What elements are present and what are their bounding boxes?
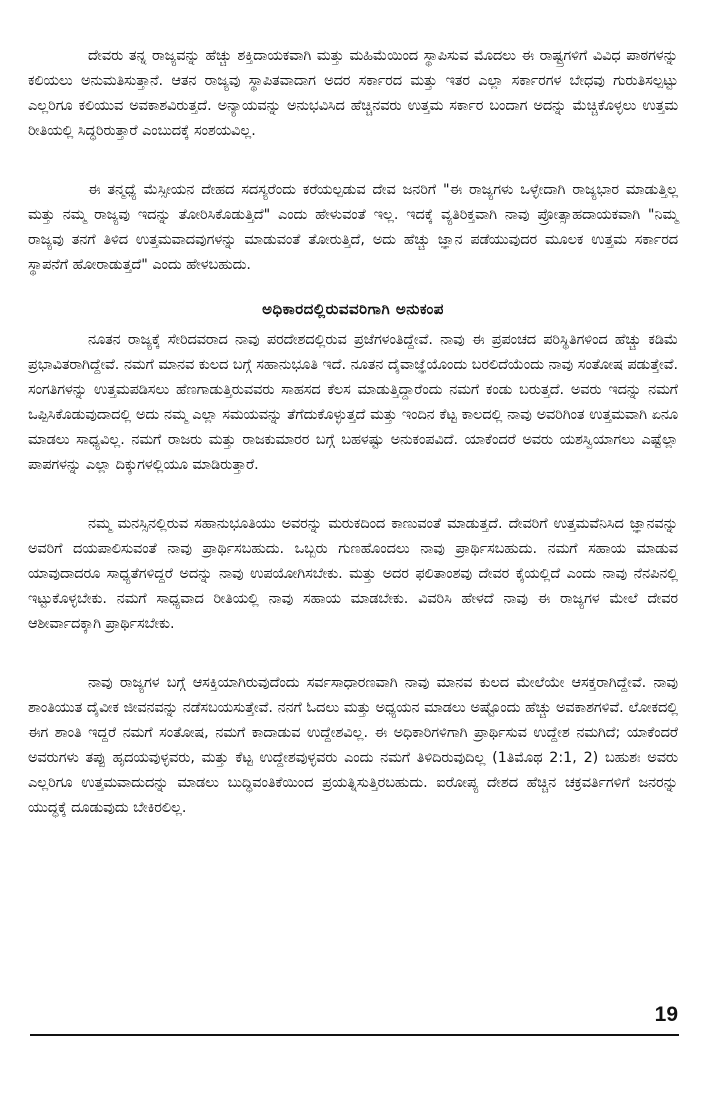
paragraph: ಈ ತನ್ಮಧ್ಯೆ ಮೆಸ್ಸೀಯನ ದೇಹದ ಸದಸ್ಯರೆಂದು ಕರೆಯಲ್ಪಡುವ ದೇವ ಜನರಿಗೆ "ಈ ರಾಜ್ಯಗಳು ಒಳ್ಳೇದಾಗಿ ರಾಜ್ಯಭಾರ ಮಾಡುತ್ತಿಲ್ಲ ಮತ್ತು ನಮ್ಮ ರಾಜ್ಯವು ಇದನ್ನು ತೋರಿಸಿಕೊಡುತ್ತಿದೆ" ಎಂದು ಹೇಳುವಂತೆ ಇಲ್ಲ. ಇದಕ್ಕೆ ವ್ಯತಿರಿಕ್ತವಾಗಿ ನಾವು ಪ್ರೋತ್ಸಾಹದಾಯಕವಾಗಿ "ನಿಮ್ಮ ರಾಜ್ಯವು ತನಗೆ ತಿಳಿದ ಉತ್ತಮವಾದವುಗಳನ್ನು ಮಾಡುವಂತೆ ತೋರುತ್ತಿದೆ, ಅದು ಹೆಚ್ಚು ಜ್ಞಾನ ಪಡೆಯುವುದರ ಮೂಲಕ ಉತ್ತಮ ಸರ್ಕಾರದ ಸ್ಥಾಪನೆಗೆ ಹೋರಾಡುತ್ತದೆ" ಎಂದು ಹೇಳಬಹುದು. (28, 182, 678, 273)
paragraph: ನಾವು ರಾಜ್ಯಗಳ ಬಗ್ಗೆ ಆಸಕ್ತಿಯಾಗಿರುವುದೆಂದು ಸರ್ವಸಾಧಾರಣವಾಗಿ ನಾವು ಮಾನವ ಕುಲದ ಮೇಲೆಯೇ ಆಸಕ್ತರಾಗಿದ್ದೇವೆ. ನಾವು ಶಾಂತಿಯುತ ದೈವೀಕ ಜೀವನವನ್ನು ನಡೆಸಬಯಸುತ್ತೇವೆ. ನನಗೆ ಓದಲು ಮತ್ತು ಅಧ್ಯಯನ ಮಾಡಲು ಅಷ್ಟೊಂದು ಹೆಚ್ಚು ಅವಕಾಶಗಳಿವೆ. ಲೋಕದಲ್ಲಿ ಈಗ ಶಾಂತಿ ಇದ್ದರೆ ನಮಗೆ ಸಂತೋಷ, ನಮಗೆ ಕಾದಾಡುವ ಉದ್ದೇಶವಿಲ್ಲ. ಈ ಅಧಿಕಾರಿಗಳಿಗಾಗಿ ಪ್ರಾರ್ಥಿಸುವ ಉದ್ದೇಶ ನಮಗಿದೆ; ಯಾಕೆಂದರೆ ಅವರುಗಳು ತಪ್ಪು ಹೃದಯವುಳ್ಳವರು, ಮತ್ತು ಕೆಟ್ಟ ಉದ್ದೇಶವುಳ್ಳವರು ಎಂದು ನಮಗೆ ತಿಳಿದಿರುವುದಿಲ್ಲ (1ತಿಮೊಥ 2:1, 2) ಬಹುಶಃ ಅವರು ಎಲ್ಲರಿಗೂ ಉತ್ತಮವಾದುದನ್ನು ಮಾಡಲು ಬುದ್ಧಿವಂತಿಕೆಯಿಂದ ಪ್ರಯತ್ನಿಸುತ್ತಿರಬಹುದು. ಐರೋಪ್ಯ ದೇಶದ ಹೆಚ್ಚಿನ ಚಕ್ರವರ್ತಿಗಳಿಗೆ ಜನರನ್ನು ಯುದ್ಧಕ್ಕೆ ದೂಡುವುದು ಬೇಕಿರಲಿಲ್ಲ. (28, 675, 678, 816)
footer-rule (30, 1034, 679, 1036)
section-heading: ಅಧಿಕಾರದಲ್ಲಿರುವವರಿಗಾಗಿ ಅನುಕಂಪ (262, 300, 444, 318)
page-number: 19 (654, 1003, 678, 1026)
paragraph: ದೇವರು ತನ್ನ ರಾಜ್ಯವನ್ನು ಹೆಚ್ಚು ಶಕ್ತಿದಾಯಕವಾಗಿ ಮತ್ತು ಮಹಿಮೆಯಿಂದ ಸ್ಥಾಪಿಸುವ ಮೊದಲು ಈ ರಾಷ್ಟ್ರಗಳಿಗೆ ವಿವಿಧ ಪಾಠಗಳನ್ನು ಕಲಿಯಲು ಅನುಮತಿಸುತ್ತಾನೆ. ಆತನ ರಾಜ್ಯವು ಸ್ಥಾಪಿತವಾದಾಗ ಅದರ ಸರ್ಕಾರದ ಮತ್ತು ಇತರ ಎಲ್ಲಾ ಸರ್ಕಾರಗಳ ಬೇಧವು ಗುರುತಿಸಲ್ಪಟ್ಟು ಎಲ್ಲರಿಗೂ ಕಲಿಯುವ ಅವಕಾಶವಿರುತ್ತದೆ. ಅನ್ಯಾಯವನ್ನು ಅನುಭವಿಸಿದ ಹೆಚ್ಚಿನವರು ಉತ್ತಮ ಸರ್ಕಾರ ಬಂದಾಗ ಅದನ್ನು ಮೆಚ್ಚಿಕೊಳ್ಳಲು ಉತ್ತಮ ರೀತಿಯಲ್ಲಿ ಸಿದ್ಧರಿರುತ್ತಾರೆ ಎಂಬುದಕ್ಕೆ ಸಂಶಯವಿಲ್ಲ. (28, 48, 678, 139)
paragraph: ನಮ್ಮ ಮನಸ್ಸಿನಲ್ಲಿರುವ ಸಹಾನುಭೂತಿಯು ಅವರನ್ನು ಮರುಕದಿಂದ ಕಾಣುವಂತೆ ಮಾಡುತ್ತದೆ. ದೇವರಿಗೆ ಉತ್ತಮವೆನಿಸಿದ ಜ್ಞಾನವನ್ನು ಅವರಿಗೆ ದಯಪಾಲಿಸುವಂತೆ ನಾವು ಪ್ರಾರ್ಥಿಸಬಹುದು. ಒಬ್ಬರು ಗುಣಹೊಂದಲು ನಾವು ಪ್ರಾರ್ಥಿಸಬಹುದು. ನಮಗೆ ಸಹಾಯ ಮಾಡುವ ಯಾವುದಾದರೂ ಸಾಧ್ಯತೆಗಳಿದ್ದರೆ ಅದನ್ನು ನಾವು ಉಪಯೋಗಿಸಬೇಕು. ಮತ್ತು ಅದರ ಫಲಿತಾಂಶವು ದೇವರ ಕೈಯಲ್ಲಿದೆ ಎಂದು ನಾವು ನೆನಪಿನಲ್ಲಿ ಇಟ್ಟುಕೊಳ್ಳಬೇಕು. ನಮಗೆ ಸಾಧ್ಯವಾದ ರೀತಿಯಲ್ಲಿ ನಾವು ಸಹಾಯ ಮಾಡಬೇಕು. ವಿವರಿಸಿ ಹೇಳದೆ ನಾವು ಈ ರಾಜ್ಯಗಳ ಮೇಲೆ ದೇವರ ಆಶೀರ್ವಾದಕ್ಕಾಗಿ ಪ್ರಾರ್ಥಿಸಬೇಕು. (28, 516, 678, 632)
page-body (28, 44, 678, 855)
paragraph: ನೂತನ ರಾಜ್ಯಕ್ಕೆ ಸೇರಿದವರಾದ ನಾವು ಪರದೇಶದಲ್ಲಿರುವ ಪ್ರಜೆಗಳಂತಿದ್ದೇವೆ. ನಾವು ಈ ಪ್ರಪಂಚದ ಪರಿಸ್ಥಿತಿಗಳಿಂದ ಹೆಚ್ಚು ಕಡಿಮೆ ಪ್ರಭಾವಿತರಾಗಿದ್ದೇವೆ. ನಮಗೆ ಮಾನವ ಕುಲದ ಬಗ್ಗೆ ಸಹಾನುಭೂತಿ ಇದೆ. ನೂತನ ದೈವಾಜ್ಞೆಯೊಂದು ಬರಲಿದೆಯೆಂದು ನಾವು ಸಂತೋಷ ಪಡುತ್ತೇವೆ. ಸಂಗತಿಗಳನ್ನು ಉತ್ತಮಪಡಿಸಲು ಹೆಣಗಾಡುತ್ತಿರುವವರು ಸಾಹಸದ ಕೆಲಸ ಮಾಡುತ್ತಿದ್ದಾರೆಂದು ನಮಗೆ ಕಂಡು ಬರುತ್ತದೆ. ಅವರು ಇದನ್ನು ನಮಗೆ ಒಪ್ಪಿಸಿಕೊಡುವುದಾದಲ್ಲಿ ಅದು ನಮ್ಮ ಎಲ್ಲಾ ಸಮಯವನ್ನು ತೆಗೆದುಕೊಳ್ಳುತ್ತದೆ ಮತ್ತು ಇಂದಿನ ಕೆಟ್ಟ ಕಾಲದಲ್ಲಿ ನಾವು ಅವರಿಗಿಂತ ಉತ್ತಮವಾಗಿ ಏನೂ ಮಾಡಲು ಸಾಧ್ಯವಿಲ್ಲ. ನಮಗೆ ರಾಜರು ಮತ್ತು ರಾಜಕುಮಾರರ ಬಗ್ಗೆ ಬಹಳಷ್ಟು ಅನುಕಂಪವಿದೆ. ಯಾಕೆಂದರೆ ಅವರು ಯಶಸ್ವಿಯಾಗಲು ಎಷ್ಟೆಲ್ಲಾ ಪಾಪಗಳನ್ನು ಎಲ್ಲಾ ದಿಕ್ಕುಗಳಲ್ಲಿಯೂ ಮಾಡಿರುತ್ತಾರೆ. (28, 332, 678, 473)
